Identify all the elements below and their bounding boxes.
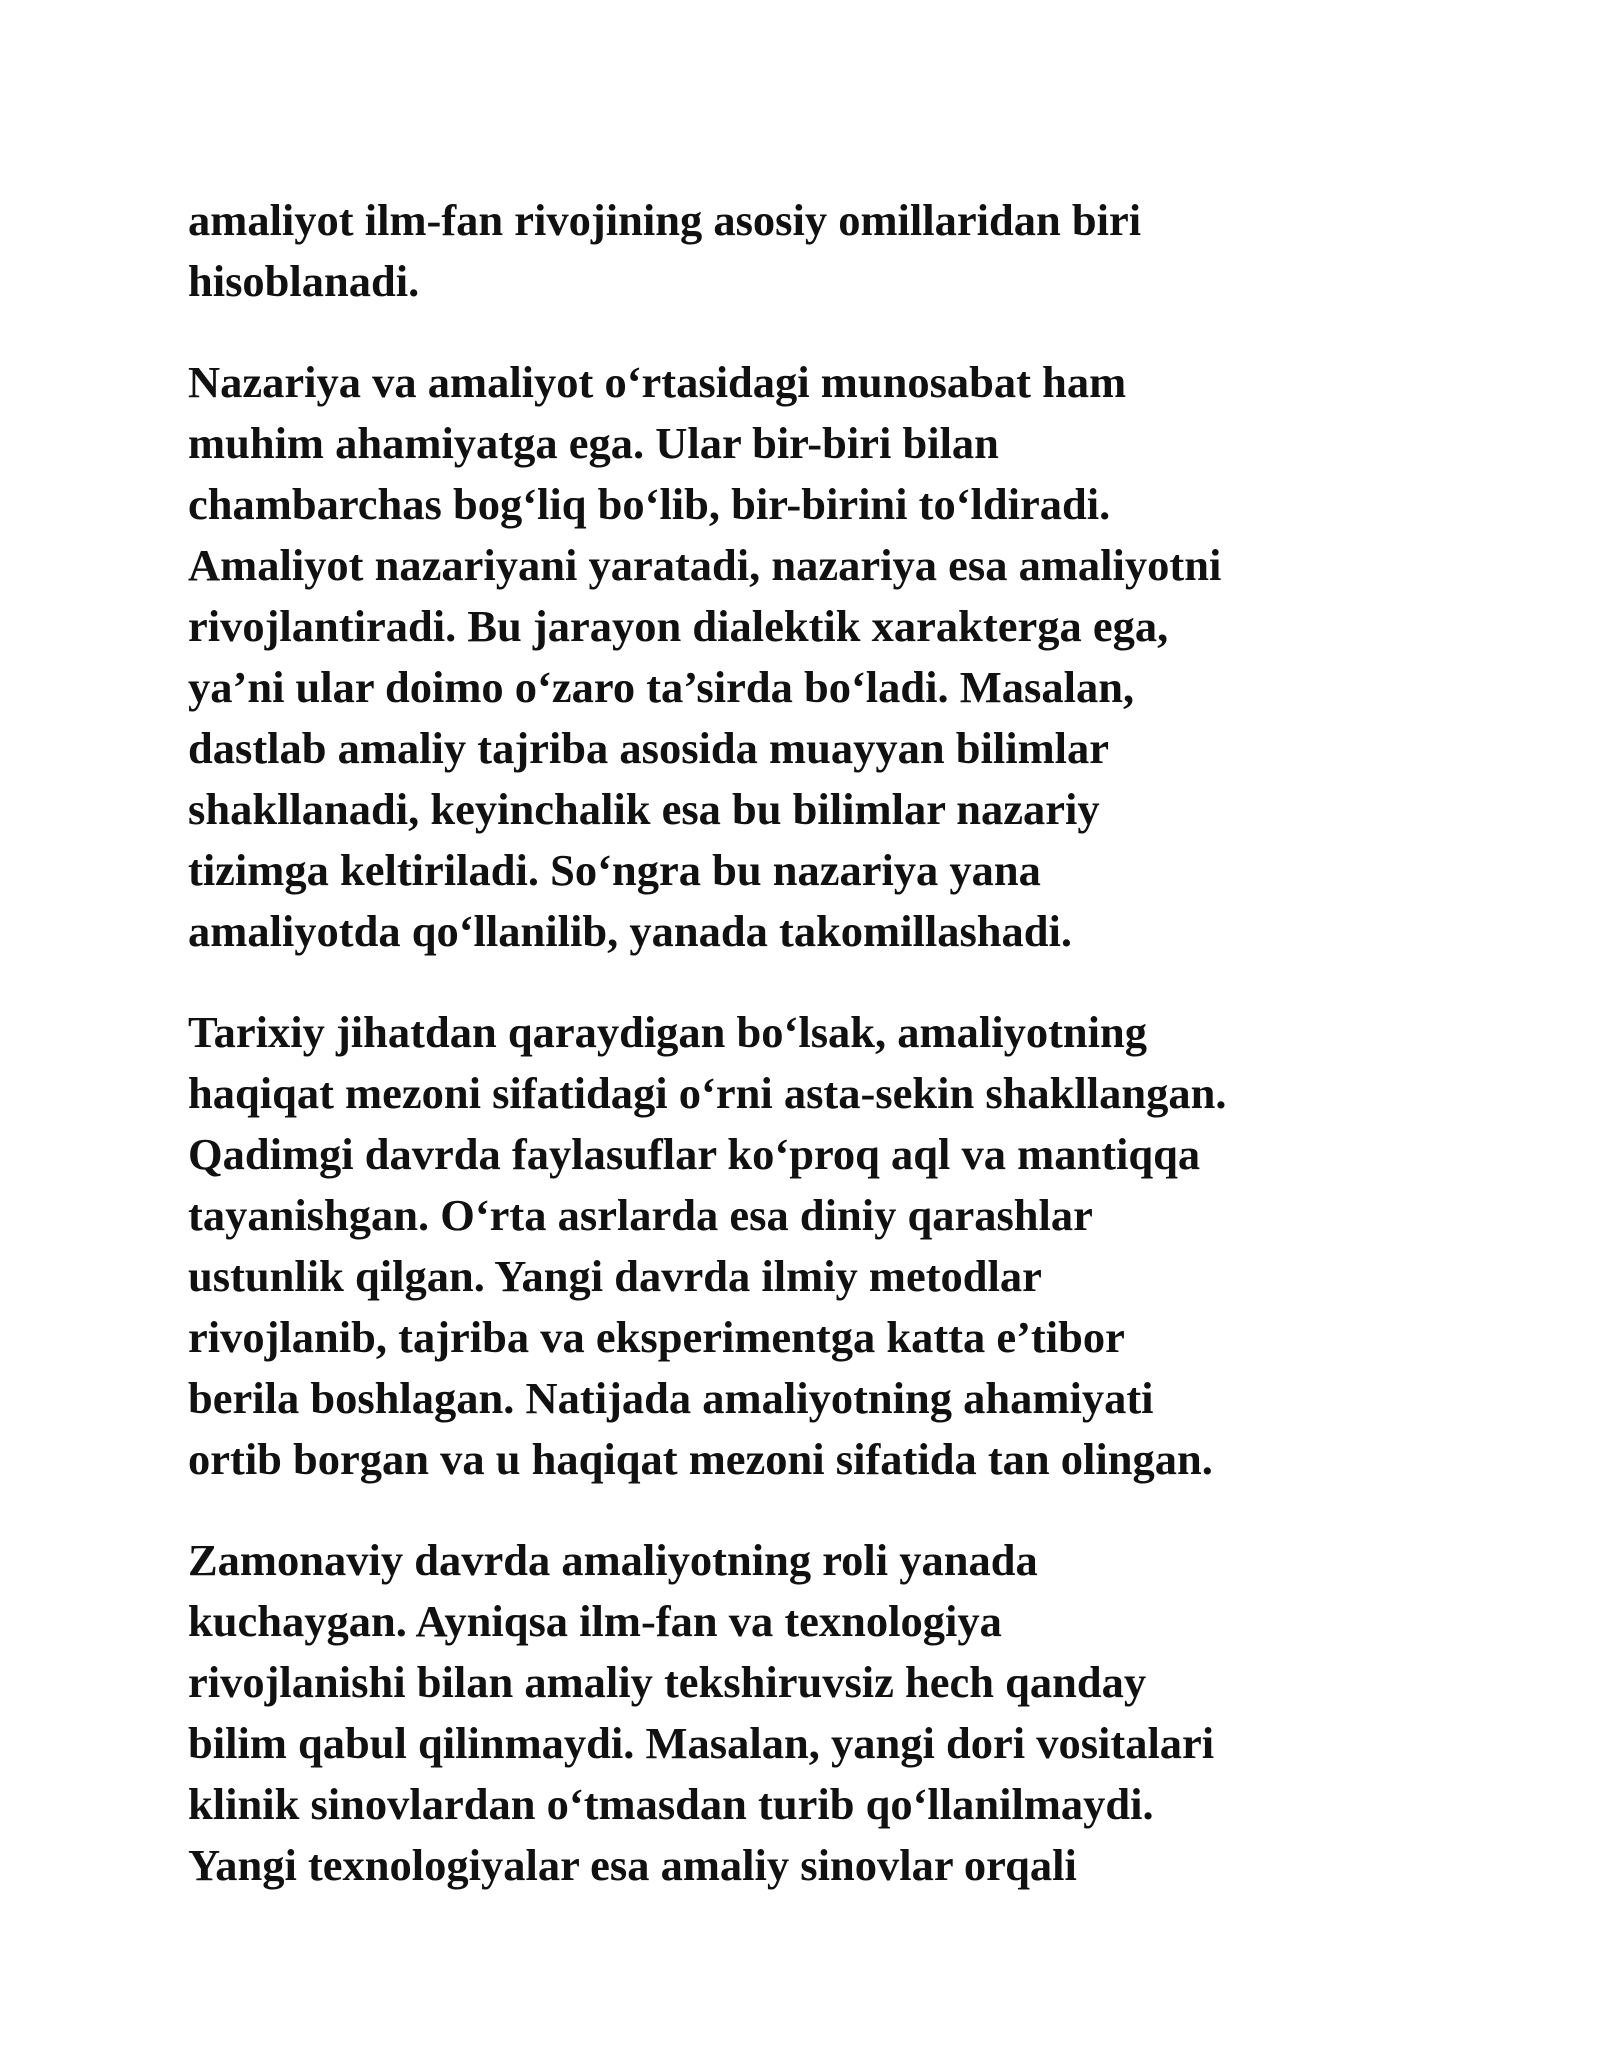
- text-line: rivojlanishi bilan amaliy tekshiruvsiz hech qanday: [188, 1657, 1147, 1707]
- text-line: Tarixiy jihatdan qaraydigan bo‘lsak, amaliyotning: [188, 1007, 1148, 1057]
- text-line: Qadimgi davrda faylasuflar ko‘proq aql va mantiqqa: [188, 1129, 1201, 1179]
- text-line: ustunlik qilgan. Yangi davrda ilmiy metodlar: [188, 1251, 1042, 1301]
- text-line: kuchaygan. Ayniqsa ilm-fan va texnologiya: [188, 1596, 1002, 1646]
- text-line: rivojlanib, tajriba va eksperimentga katta e’tibor: [188, 1312, 1125, 1362]
- paragraph-3: [188, 1002, 1428, 1490]
- text-line: ya’ni ular doimo o‘zaro ta’sirda bo‘ladi. Masalan,: [188, 662, 1135, 712]
- text-line: amaliyotda qo‘llanilib, yanada takomillashadi.: [188, 906, 1073, 956]
- paragraph-2: [188, 352, 1428, 962]
- text-line: haqiqat mezoni sifatidagi o‘rni asta-sekin shakllangan.: [188, 1068, 1227, 1118]
- document-page: [188, 190, 1428, 1936]
- text-line: Yangi texnologiyalar esa amaliy sinovlar orqali: [188, 1840, 1077, 1890]
- text-line: dastlab amaliy tajriba asosida muayyan bilimlar: [188, 723, 1110, 773]
- text-line: tizimga keltiriladi. So‘ngra bu nazariya yana: [188, 845, 1041, 895]
- text-line: rivojlantiradi. Bu jarayon dialektik xarakterga ega,: [188, 601, 1169, 651]
- text-line: tayanishgan. O‘rta asrlarda esa diniy qarashlar: [188, 1190, 1093, 1240]
- paragraph-1: [188, 190, 1428, 312]
- text-line: Nazariya va amaliyot o‘rtasidagi munosabat ham: [188, 357, 1127, 407]
- text-line: chambarchas bog‘liq bo‘lib, bir-birini to‘ldiradi.: [188, 479, 1111, 529]
- text-line: berila boshlagan. Natijada amaliyotning ahamiyati: [188, 1373, 1154, 1423]
- text-line: shakllanadi, keyinchalik esa bu bilimlar nazariy: [188, 784, 1100, 834]
- text-line: amaliyot ilm-fan rivojining asosiy omillaridan biri: [188, 195, 1142, 245]
- text-line: ortib borgan va u haqiqat mezoni sifatida tan olingan.: [188, 1434, 1213, 1484]
- text-line: klinik sinovlardan o‘tmasdan turib qo‘llanilmaydi.: [188, 1779, 1154, 1829]
- text-line: Amaliyot nazariyani yaratadi, nazariya esa amaliyotni: [188, 540, 1222, 590]
- paragraph-4: [188, 1530, 1428, 1896]
- text-line: Zamonaviy davrda amaliyotning roli yanada: [188, 1535, 1038, 1585]
- text-line: hisoblanadi.: [188, 256, 420, 306]
- text-line: muhim ahamiyatga ega. Ular bir-biri bilan: [188, 418, 999, 468]
- text-line: bilim qabul qilinmaydi. Masalan, yangi dori vositalari: [188, 1718, 1215, 1768]
